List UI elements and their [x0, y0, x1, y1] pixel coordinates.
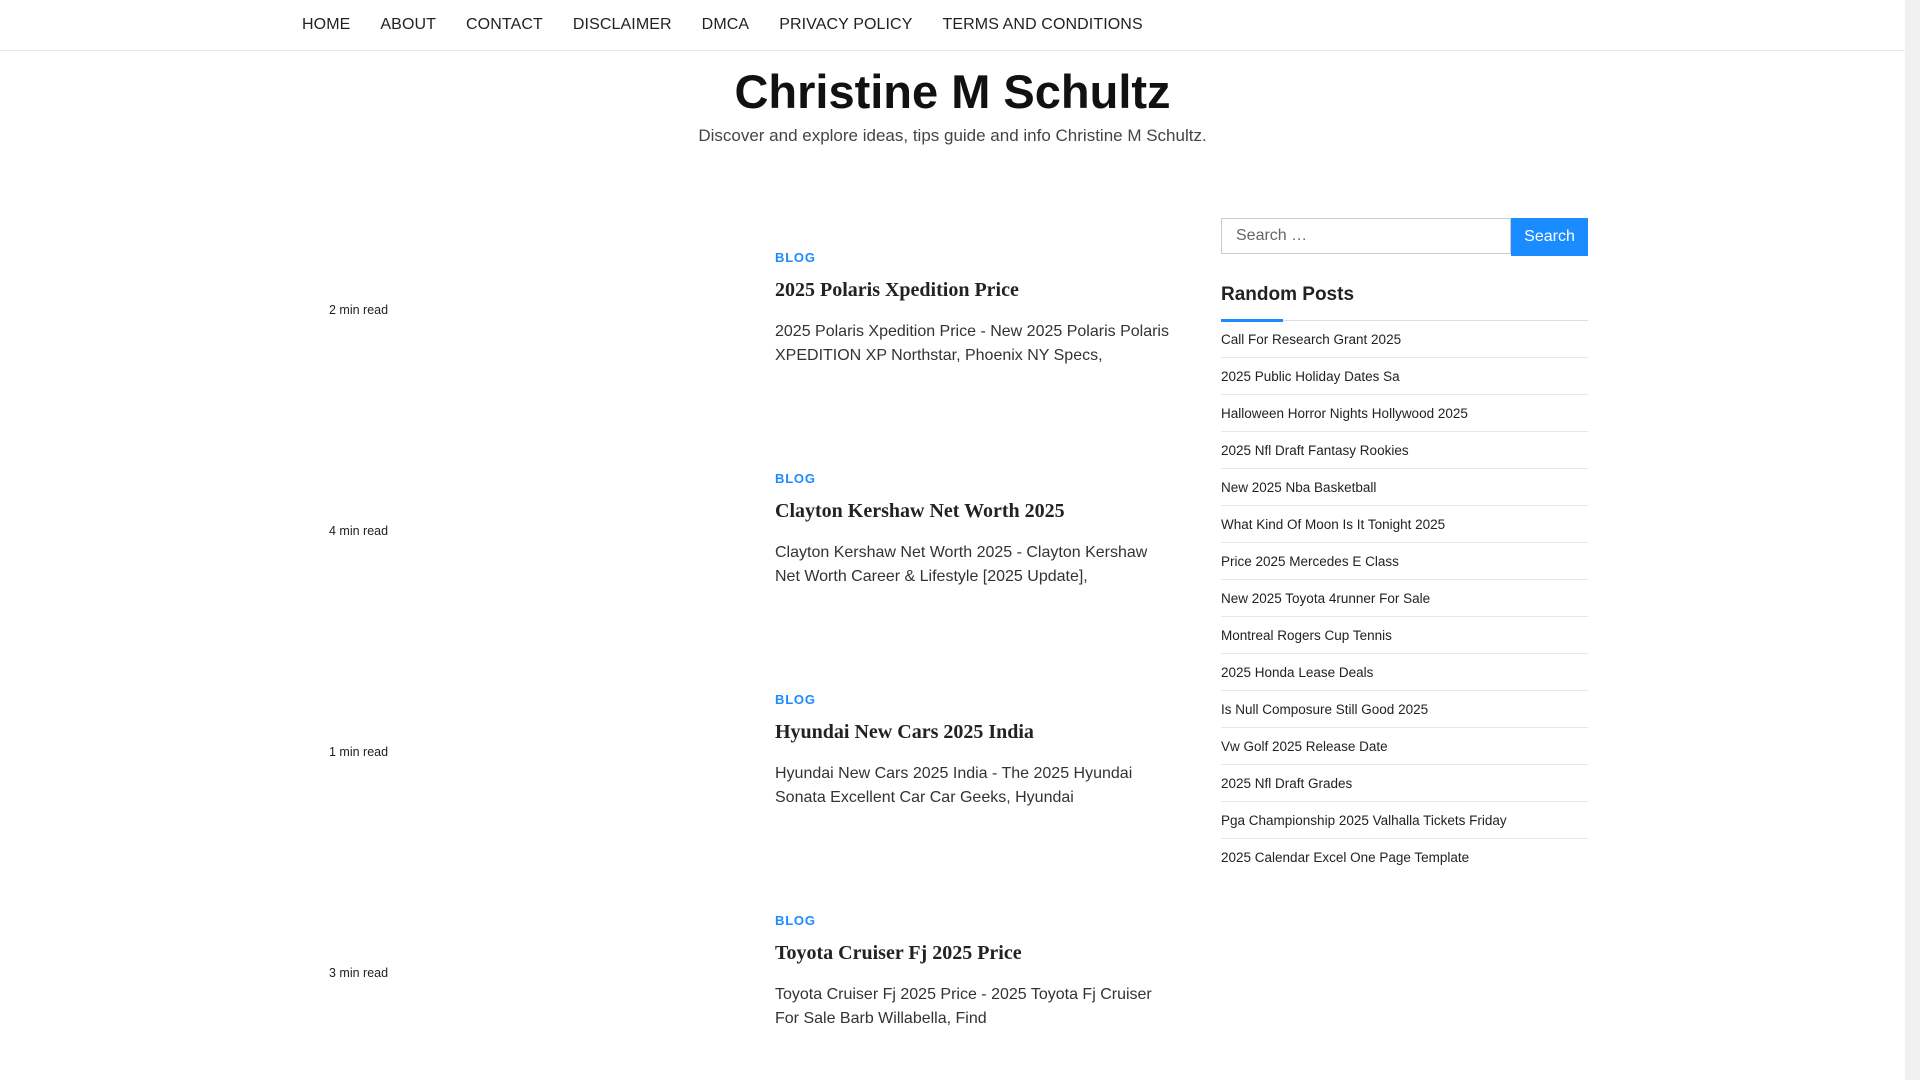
random-post-link[interactable]: Call For Research Grant 2025 [1221, 321, 1588, 358]
post-card [302, 688, 1172, 908]
read-time: 2 min read [329, 303, 389, 317]
site-title[interactable]: Christine M Schultz [734, 65, 1171, 118]
post-title-link[interactable]: Hyundai New Cars 2025 India [775, 721, 1034, 743]
post-title-link[interactable]: Toyota Cruiser Fj 2025 Price [775, 942, 1022, 964]
post-category-link[interactable]: BLOG [775, 692, 816, 707]
post-card [302, 909, 1172, 1080]
post-excerpt: Hyundai New Cars 2025 India - The 2025 Hyundai Sonata Excellent Car Car Geeks, Hyundai [775, 765, 1133, 806]
search-input[interactable]: Search … [1221, 218, 1511, 254]
search-button[interactable]: Search [1511, 218, 1588, 256]
random-post-link[interactable]: 2025 Nfl Draft Grades [1221, 765, 1588, 802]
nav-item-about[interactable]: ABOUT [380, 16, 437, 33]
read-time: 4 min read [329, 524, 389, 538]
nav-item-terms-and-conditions[interactable]: TERMS AND CONDITIONS [942, 16, 1143, 33]
random-post-link[interactable]: Vw Golf 2025 Release Date [1221, 728, 1588, 765]
random-post-link[interactable]: New 2025 Toyota 4runner For Sale [1221, 580, 1588, 617]
random-post-link[interactable]: 2025 Honda Lease Deals [1221, 654, 1588, 691]
page-scrollbar[interactable] [1905, 0, 1920, 1080]
post-title-link[interactable]: Clayton Kershaw Net Worth 2025 [775, 500, 1065, 522]
nav-menu [302, 0, 1173, 50]
post-category-link[interactable]: BLOG [775, 250, 816, 265]
post-title-link[interactable]: 2025 Polaris Xpedition Price [775, 279, 1019, 301]
post-card [302, 467, 1172, 687]
search-form [1221, 218, 1588, 256]
nav-item-privacy-policy[interactable]: PRIVACY POLICY [779, 16, 913, 33]
widget-title-divider [1221, 320, 1588, 321]
site-description: Discover and explore ideas, tips guide and info Christine M Schultz. [698, 126, 1207, 145]
random-posts-list [1221, 321, 1588, 875]
random-post-link[interactable]: What Kind Of Moon Is It Tonight 2025 [1221, 506, 1588, 543]
post-category-link[interactable]: BLOG [775, 913, 816, 928]
random-post-link[interactable]: Price 2025 Mercedes E Class [1221, 543, 1588, 580]
post-excerpt: 2025 Polaris Xpedition Price - New 2025 Polaris Polaris XPEDITION XP Northstar, Phoenix NY Specs, [775, 323, 1169, 364]
random-post-link[interactable]: 2025 Calendar Excel One Page Template [1221, 849, 1470, 865]
random-post-link[interactable]: 2025 Nfl Draft Fantasy Rookies [1221, 432, 1588, 469]
read-time: 1 min read [329, 745, 389, 759]
random-post-link[interactable]: Halloween Horror Nights Hollywood 2025 [1221, 395, 1588, 432]
post-excerpt: Clayton Kershaw Net Worth 2025 - Clayton Kershaw Net Worth Career & Lifestyle [2025 Update], [775, 544, 1148, 585]
nav-item-dmca[interactable]: DMCA [701, 16, 750, 33]
random-post-link[interactable]: 2025 Public Holiday Dates Sa [1221, 358, 1588, 395]
sidebar [1221, 218, 1588, 875]
nav-item-disclaimer[interactable]: DISCLAIMER [572, 16, 672, 33]
random-post-link[interactable]: Pga Championship 2025 Valhalla Tickets Friday [1221, 802, 1588, 839]
post-category-link[interactable]: BLOG [775, 471, 816, 486]
random-post-link[interactable]: Montreal Rogers Cup Tennis [1221, 617, 1588, 654]
top-navigation [0, 0, 1905, 51]
post-card [302, 246, 1172, 466]
nav-item-home[interactable]: HOME [302, 16, 351, 33]
random-posts-title: Random Posts [1221, 284, 1355, 305]
random-post-link[interactable]: New 2025 Nba Basketball [1221, 469, 1588, 506]
nav-item-contact[interactable]: CONTACT [466, 16, 543, 33]
read-time: 3 min read [329, 966, 389, 980]
random-post-link[interactable]: Is Null Composure Still Good 2025 [1221, 691, 1588, 728]
post-excerpt: Toyota Cruiser Fj 2025 Price - 2025 Toyota Fj Cruiser For Sale Barb Willabella, Find [775, 986, 1152, 1027]
